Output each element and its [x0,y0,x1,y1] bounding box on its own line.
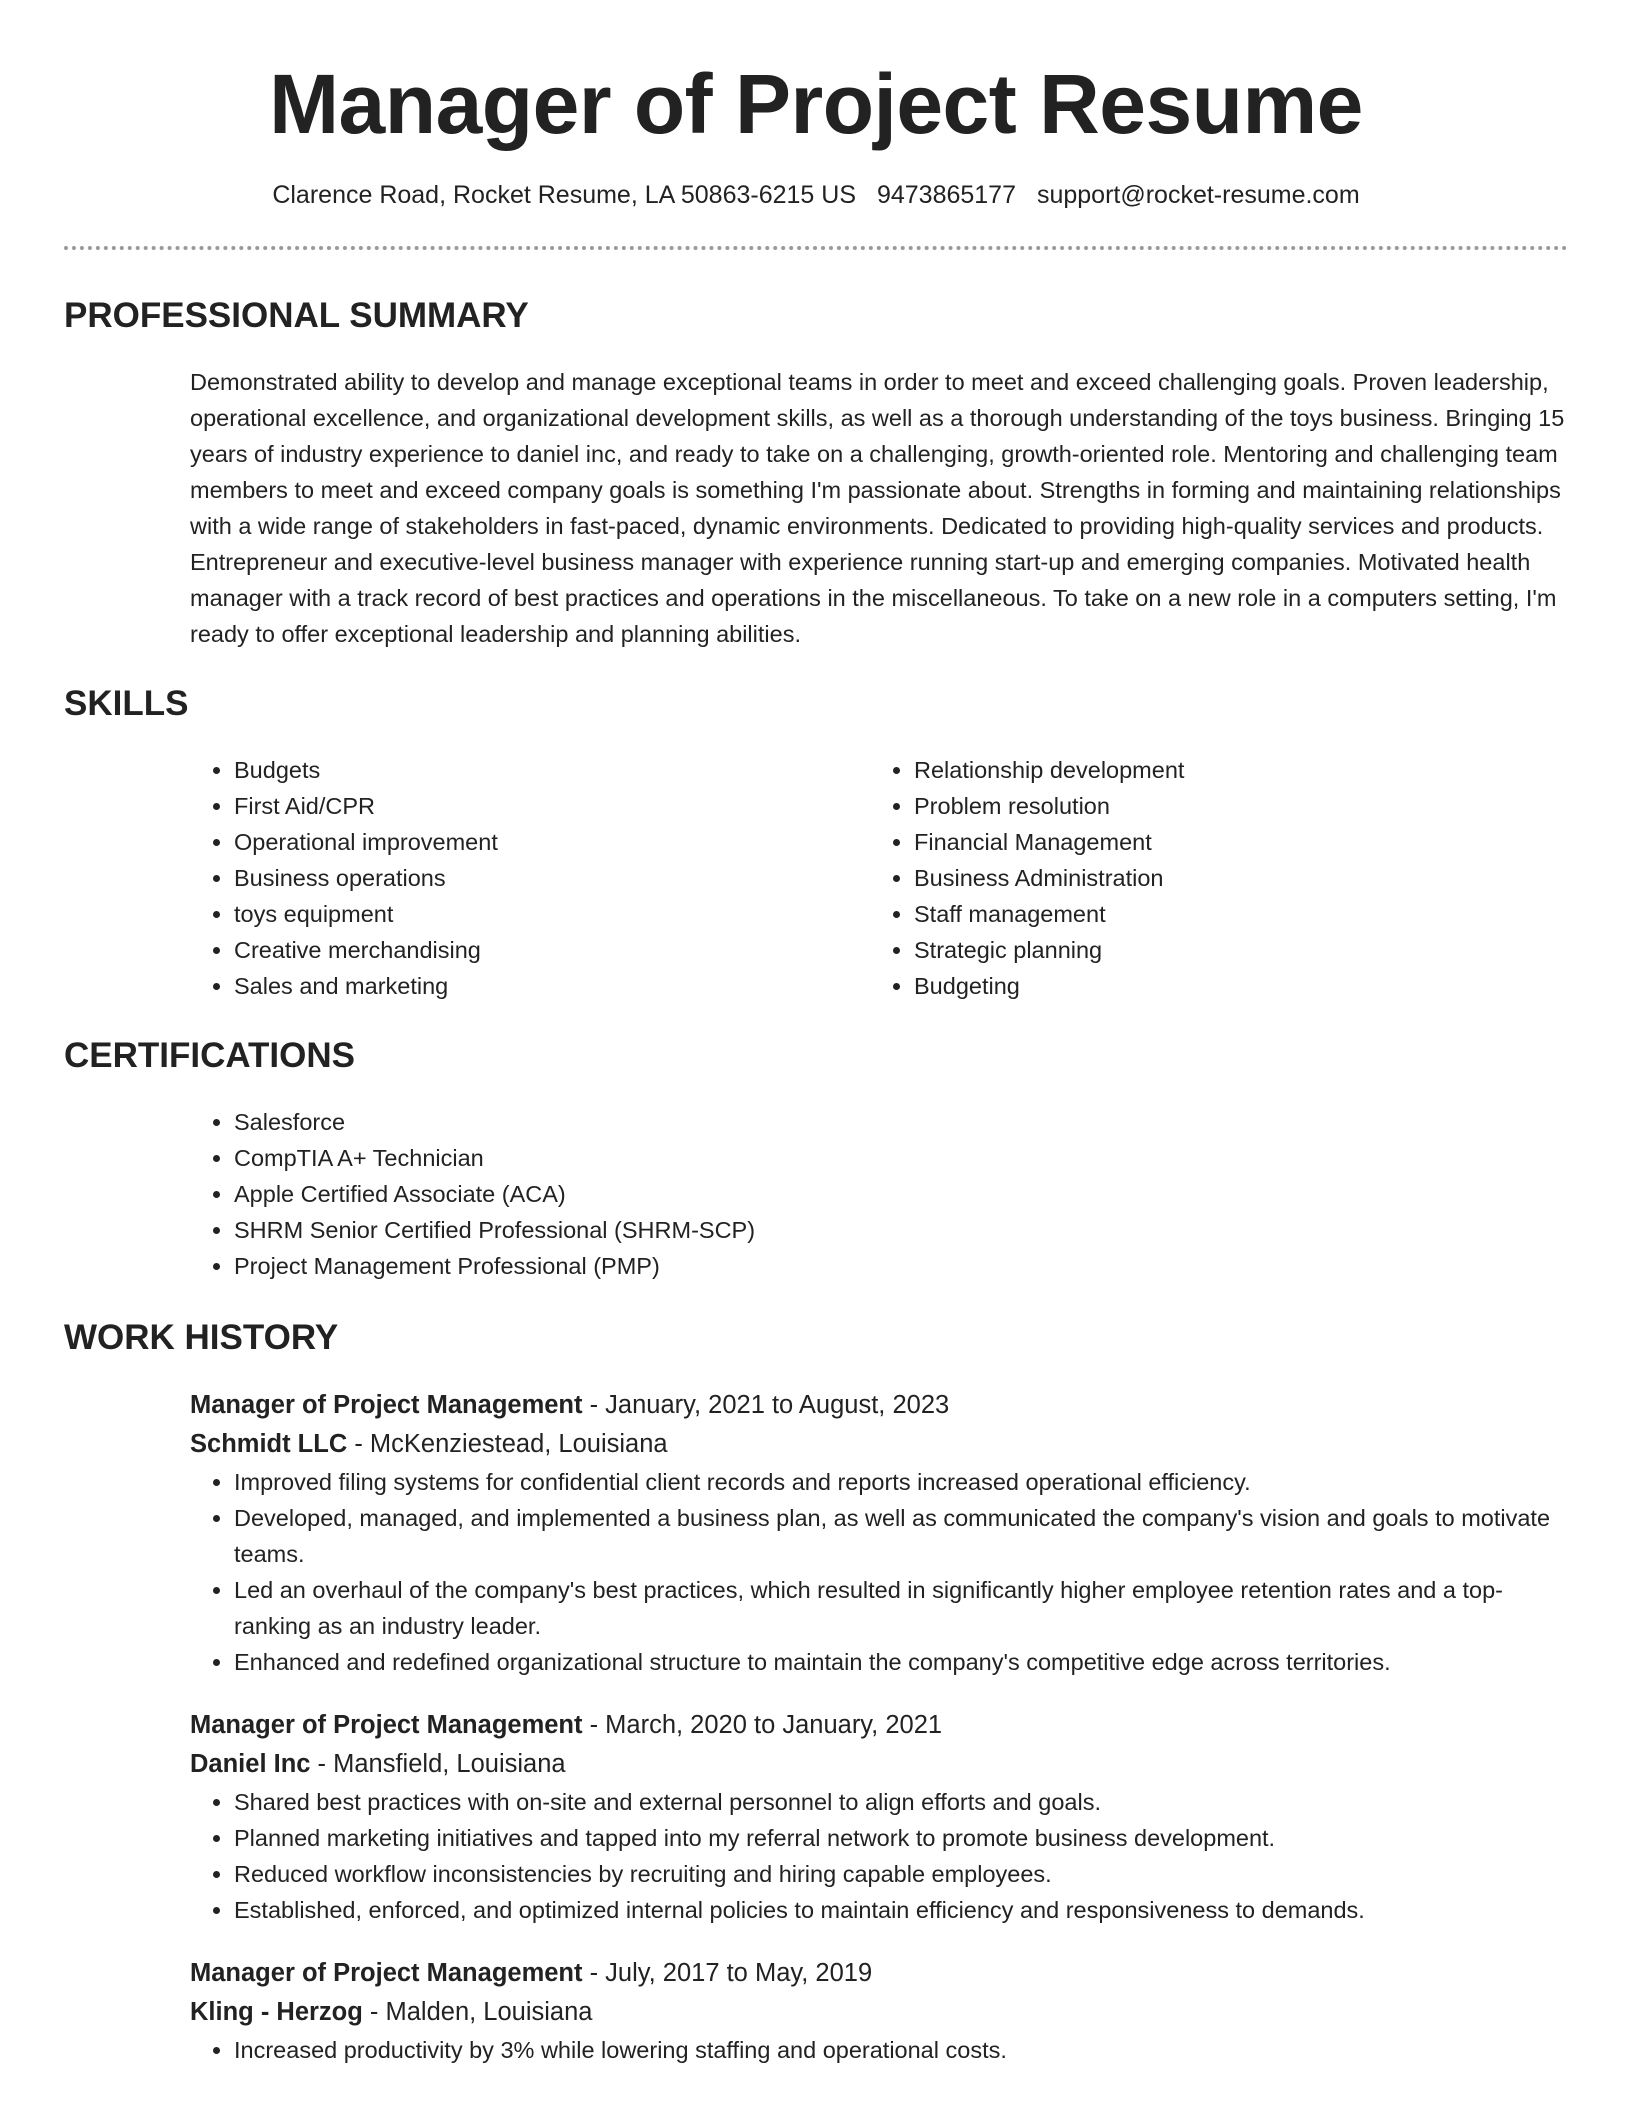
job-role-line [190,1386,1568,1425]
job-entry [190,1706,1568,1928]
job-dates: - July, 2017 to May, 2019 [582,1959,873,1987]
job-company-line [190,1745,1568,1784]
skill-item: • Financial Management [914,824,1550,860]
header-divider [64,246,1568,250]
resume-page [64,0,1568,2068]
job-bullet: • Established, enforced, and optimized internal policies to maintain efficiency and responsiveness to demands. [234,1892,1568,1928]
section-title-certifications: CERTIFICATIONS [64,1036,356,1075]
job-bullet: • Planned marketing initiatives and tapped into my referral network to promote business development. [234,1820,1568,1856]
job-company-line [190,1993,1568,2032]
skills-column-right [870,752,1550,1004]
skills-list-left [190,752,870,1004]
skill-item: • Budgeting [914,968,1550,1004]
skills-list-right [870,752,1550,1004]
skill-item: • Strategic planning [914,932,1550,968]
contact-email: support@rocket-resume.com [1036,181,1360,209]
job-role-line [190,1954,1568,1993]
certification-item: • SHRM Senior Certified Professional (SHRM-SCP) [234,1212,1568,1248]
skills-grid [190,752,1568,1004]
job-bullet: • Shared best practices with on-site and external personnel to align efforts and goals. [234,1784,1568,1820]
job-bullet: • Reduced workflow inconsistencies by recruiting and hiring capable employees. [234,1856,1568,1892]
contact-phone: 9473865177 [876,181,1016,209]
skill-item: • toys equipment [234,896,870,932]
job-dates: - January, 2021 to August, 2023 [582,1391,950,1419]
job-entry [190,1386,1568,1680]
job-company: Schmidt LLC [190,1430,348,1458]
certification-item: • Project Management Professional (PMP) [234,1248,1568,1284]
section-title-skills: SKILLS [64,684,189,723]
skill-item: • Creative merchandising [234,932,870,968]
job-company: Daniel Inc [190,1750,311,1778]
certification-item: • Salesforce [234,1104,1568,1140]
job-bullet: • Led an overhaul of the company's best practices, which resulted in significantly higher employee retention rates and a top-ranking as an industry leader. [234,1572,1568,1644]
contact-line [64,180,1568,210]
job-dates: - March, 2020 to January, 2021 [582,1711,943,1739]
job-location: - Mansfield, Louisiana [310,1750,566,1778]
skill-item: • Business operations [234,860,870,896]
skills-column-left [190,752,870,1004]
job-role: Manager of Project Management [190,1391,583,1419]
certifications-list [190,1104,1568,1284]
job-role-line [190,1706,1568,1745]
job-location: - McKenziestead, Louisiana [347,1430,668,1458]
skill-item: • Budgets [234,752,870,788]
job-location: - Malden, Louisiana [362,1998,593,2026]
job-role: Manager of Project Management [190,1959,583,1987]
job-role: Manager of Project Management [190,1711,583,1739]
skill-item: • First Aid/CPR [234,788,870,824]
job-bullet: • Enhanced and redefined organizational structure to maintain the company's competitive edge across territories. [234,1644,1568,1680]
skill-item: • Staff management [914,896,1550,932]
skill-item: • Operational improvement [234,824,870,860]
section-title-summary: PROFESSIONAL SUMMARY [64,296,529,335]
job-bullets [190,1784,1568,1928]
certification-item: • CompTIA A+ Technician [234,1140,1568,1176]
section-title-work-history: WORK HISTORY [64,1318,339,1357]
job-company-line [190,1425,1568,1464]
skill-item: • Problem resolution [914,788,1550,824]
skill-item: • Relationship development [914,752,1550,788]
job-bullet: • Developed, managed, and implemented a business plan, as well as communicated the company's vision and goals to motivate teams. [234,1500,1568,1572]
job-bullet: • Improved filing systems for confidential client records and reports increased operational efficiency. [234,1464,1568,1500]
skill-item: • Sales and marketing [234,968,870,1004]
job-bullets [190,1464,1568,1680]
certification-item: • Apple Certified Associate (ACA) [234,1176,1568,1212]
job-bullet: • Increased productivity by 3% while lowering staffing and operational costs. [234,2032,1568,2068]
resume-title: Manager of Project Resume [269,57,1363,151]
certifications-block [190,1104,1568,1284]
job-company: Kling - Herzog [190,1998,363,2026]
skill-item: • Business Administration [914,860,1550,896]
job-entry [190,1954,1568,2068]
job-bullets [190,2032,1568,2068]
contact-address: Clarence Road, Rocket Resume, LA 50863-6215 US [272,181,856,209]
summary-text: Demonstrated ability to develop and manage exceptional teams in order to meet and exceed challenging goals. Proven leadership, operational excellence, and organizational development skills, as well as a thorough understanding of the toys business. Bringing 15 years of industry experience to daniel inc, and ready to take on a challenging, growth-oriented role. Mentoring and challenging team members to meet and exceed company goals is something I'm passionate about. Strengths in forming and maintaining relationships with a wide range of stakeholders in fast-paced, dynamic environments. Dedicated to providing high-quality services and products. Entrepreneur and executive-level business manager with experience running start-up and emerging companies. Motivated health manager with a track record of best practices and operations in the miscellaneous. To take on a new role in a computers setting, I'm ready to offer exceptional leadership and planning abilities. [190,369,1565,647]
